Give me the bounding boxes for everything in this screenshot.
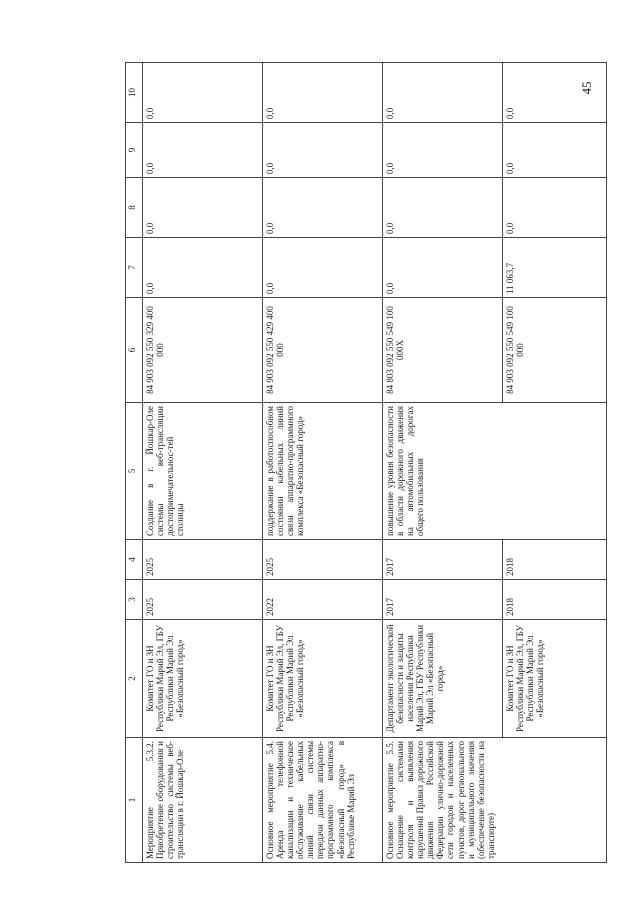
expected-result-cell: повышение уровня безопасности в области дорожного движения на автомобильных дорогах общего пользования	[383, 403, 607, 540]
value-cell: 0,0	[503, 63, 607, 123]
measure-name-cell: Основное мероприятие 5.4. Аренда телефонной канализации и техническое обслуживание кабельных линий связи системы передачи данных аппаратно-программного комплекса «Безопасный город» в Республике Марий Эл	[263, 738, 383, 863]
executor-cell: Комитет ГО и ЗН Республики Марий Эл, ГБУ Республики Марий Эл «Безопасный город»	[143, 620, 263, 738]
budget-code-cell: 84 803 092 550 549 100 000Х	[383, 298, 503, 403]
table-header-row	[126, 63, 143, 863]
start-year-cell: 2022	[263, 580, 383, 620]
executor-cell: Комитет ГО и ЗН Республики Марий Эл, ГБУ Республики Марий Эл «Безопасный город»	[263, 620, 383, 738]
column-header: 10	[126, 63, 143, 123]
value-cell: 0,0	[263, 123, 383, 178]
table-row	[263, 63, 383, 863]
value-cell: 0,0	[143, 123, 263, 178]
table-row	[383, 63, 503, 863]
measure-name-cell: Мероприятие 5.3.2. Приобретение оборудования и строительство системы веб-трансляции в г. Йошкар-Оле	[143, 738, 263, 863]
column-header: 6	[126, 298, 143, 403]
value-cell: 0,0	[143, 63, 263, 123]
expected-result-cell: поддержание в работоспособном состоянии кабельных линий связи аппаратно-программного комплекса «Безопасный город»	[263, 403, 383, 540]
value-cell: 0,0	[383, 178, 503, 238]
start-year-cell: 2018	[503, 580, 607, 620]
value-cell: 0,0	[383, 238, 503, 298]
end-year-cell: 2025	[263, 540, 383, 580]
value-cell: 0,0	[503, 178, 607, 238]
end-year-cell: 2025	[143, 540, 263, 580]
value-cell: 0,0	[263, 63, 383, 123]
value-cell: 0,0	[383, 123, 503, 178]
start-year-cell: 2017	[383, 580, 503, 620]
value-cell: 0,0	[263, 238, 383, 298]
page-number: 45	[579, 81, 594, 95]
measure-name-cell: Основное мероприятие 5.5. Оснащение системами контроля и выявления нарушений Правил дорожного движения Российской Федерации улично-дорожной сети городов и населенных пунктов, дорог регионального и муниципального значения (обеспечение безопасности на транспорте)	[383, 738, 607, 863]
value-cell: 0,0	[143, 238, 263, 298]
end-year-cell: 2018	[503, 540, 607, 580]
executor-cell: Комитет ГО и ЗН Республики Марий Эл, ГБУ Республики Марий Эл «Безопасный город»	[503, 620, 607, 738]
budget-code-cell: 84 903 092 550 549 100 000	[503, 298, 607, 403]
start-year-cell: 2025	[143, 580, 263, 620]
column-header: 3	[126, 580, 143, 620]
column-header: 8	[126, 178, 143, 238]
column-header: 5	[126, 403, 143, 540]
value-cell: 0,0	[263, 178, 383, 238]
column-header: 2	[126, 620, 143, 738]
program-measures-table	[125, 62, 607, 863]
budget-code-cell: 84 903 092 550 429 400 000	[263, 298, 383, 403]
column-header: 7	[126, 238, 143, 298]
table-row	[143, 63, 263, 863]
column-header: 9	[126, 123, 143, 178]
budget-code-cell: 84 903 092 550 329 400 000	[143, 298, 263, 403]
column-header: 1	[126, 738, 143, 863]
column-header: 4	[126, 540, 143, 580]
end-year-cell: 2017	[383, 540, 503, 580]
value-cell: 0,0	[383, 63, 503, 123]
value-cell: 11 063,7	[503, 238, 607, 298]
value-cell: 0,0	[503, 123, 607, 178]
value-cell: 0,0	[143, 178, 263, 238]
rotated-page-content	[125, 63, 620, 863]
executor-cell: Департамент экологической безопасности и защиты населения Республики Марий Эл, ГБУ Республики Марий Эл «Безопасный город»	[383, 620, 503, 738]
expected-result-cell: Создание в г. Йошкар-Оле системы веб-трансляции достопримечательнос-тей столицы	[143, 403, 263, 540]
